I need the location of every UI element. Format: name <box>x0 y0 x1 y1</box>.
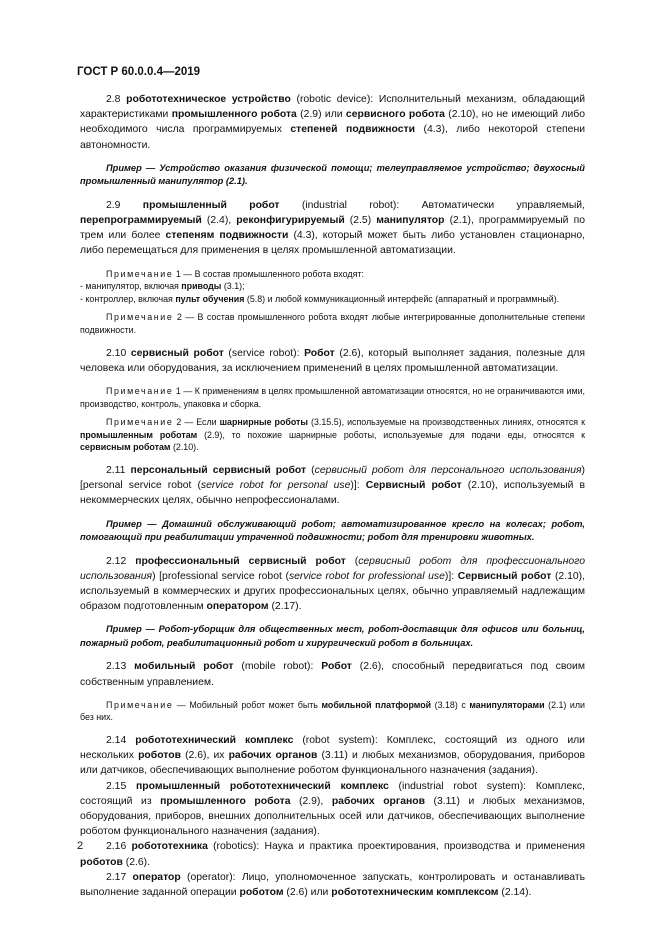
entry-2-16: 2.16 робототехника (robotics): Наука и практика проектирования, производства и применения роботов (2.6). <box>80 841 585 868</box>
entry-2-11: 2.11 персональный сервисный робот (сервисный робот для персонального использования) [personal service robot (service robot for personal use)]: Сервисный робот (2.10), используемый в некоммерческих целях, обычно непрофессионалами. <box>80 464 585 507</box>
document-body <box>80 92 585 900</box>
entry-2-8: 2.8 робототехническое устройство (robotic device): Исполнительный механизм, обладающий характеристиками промышленного робота (2.9) или сервисного робота (2.10), но не имеющий либо необходимого числа программируемых степеней подвижности (4.3), либо некоторой степени автономности. <box>80 94 586 151</box>
entry-2-17: 2.17 оператор (operator): Лицо, уполномоченное запускать, контролировать и останавливать выполнение заданной операции роботом (2.6) или робототехническим комплексом (2.14). <box>80 871 585 899</box>
example-2-12: Пример — Робот-уборщик для общественных мест, робот-доставщик для офисов или больниц, пожарный робот, реабилитационный робот и хирургический робот в больницах. <box>80 624 585 648</box>
standard-header: ГОСТ Р 60.0.0.4—2019 <box>77 66 201 78</box>
entry-2-14: 2.14 робототехнический комплекс (robot system): Комплекс, состоящий из одного или нескольких роботов (2.6), их рабочих органов (3.11) и любых механизмов, оборудования, приборов или датчиков, обеспечивающих выполнение роботом функционального назначения (задания). <box>80 734 585 777</box>
note-2-13: Примечание — Мобильный робот может быть мобильной платформой (3.18) с манипуляторами (2.1) или без них. <box>80 699 585 723</box>
entry-2-13: 2.13 мобильный робот (mobile robot): Робот (2.6), способный передвигаться под своим собственным управлением. <box>80 661 586 688</box>
entry-2-12: 2.12 профессиональный сервисный робот (сервисный робот для профессионального использования) [professional service robot (service robot for professional use)]: Сервисный робот (2.10), используемый в коммерческих и других профессиональных целях, обычно управляемый надлежащим образом подготовленным оператором (2.17). <box>80 555 585 613</box>
entry-2-9: 2.9 промышленный робот (industrial robot): Автоматически управляемый, перепрограммируемый (2.4), реконфигурируемый (2.5) манипулятор (2.1), программируемый по трем или более степеням подвижности (4.3), который может быть либо установлен стационарно, либо перемещаться для применения в целях промышленной автоматизации. <box>80 199 586 257</box>
note-2-9-1-item-1: - манипулятор, включая приводы (3.1); <box>80 281 245 292</box>
page-number: 2 <box>77 840 84 852</box>
example-2-8: Пример — Устройство оказания физической помощи; телеуправляемое устройство; двухосный промышленный манипулятор (2.1). <box>80 162 585 187</box>
note-2-9-2: Примечание 2 — В состав промышленного робота входят любые интегрированные дополнительные степени подвижности. <box>80 312 585 335</box>
entry-2-10: 2.10 сервисный робот (service robot): Робот (2.6), который выполняет задания, полезные для человека или оборудования, за исключением применений в целях промышленной автоматизации. <box>80 347 585 374</box>
note-2-10-2: Примечание 2 — Если шарнирные роботы (3.15.5), используемые на производственных линиях, относятся к промышленным роботам (2.9), то похожие шарнирные роботы, используемые для подачи еды, относятся к сервисным роботам (2.10). <box>80 417 585 453</box>
entry-2-15: 2.15 промышленный робототехнический комплекс (industrial robot system): Комплекс, состоящий из промышленного робота (2.9), рабочих органов (3.11) и любых механизмов, оборудования, приборов, внешних дополнительных осей или датчиков, обеспечивающих выполнение роботом функционального назначения (задания). <box>80 780 586 838</box>
note-2-9-1-item-2: - контроллер, включая пульт обучения (5.8) и любой коммуникационный интерфейс (аппаратный и программный). <box>80 293 560 304</box>
note-2-9-1: Примечание 1 — В состав промышленного робота входят: <box>106 268 364 279</box>
example-2-11: Пример — Домашний обслуживающий робот; автоматизированное кресло на колесах; робот, помогающий при реабилитации утраченной подвижности; робот для тренировки животных. <box>80 518 585 543</box>
note-2-10-1: Примечание 1 — К применениям в целях промышленной автоматизации относятся, но не ограничиваются ими, производство, контроль, упаковка и сборка. <box>80 386 585 409</box>
